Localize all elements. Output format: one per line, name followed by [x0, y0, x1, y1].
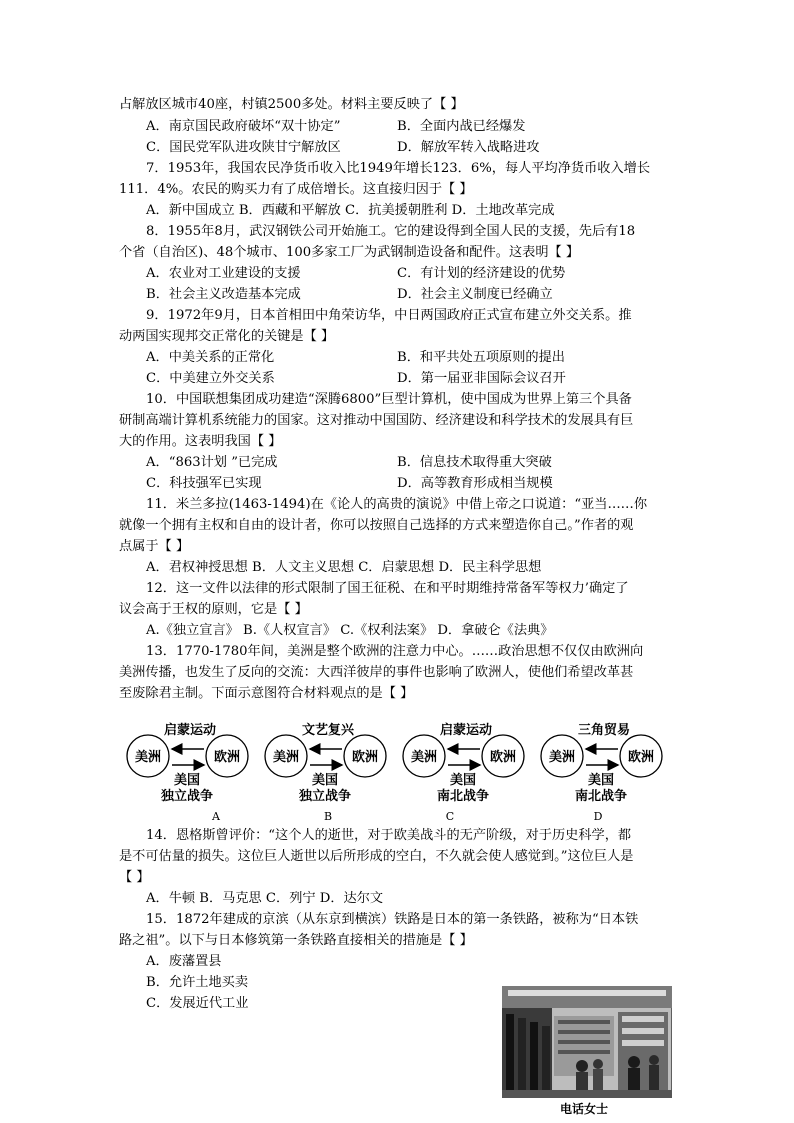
question-14-line-1: 14．恩格斯曾评价：“这个人的逝世，对于欧美战斗的无产阶级，对于历史科学，都: [146, 828, 632, 843]
q9-option-d: D．第一届亚非国际会议召开: [397, 371, 566, 386]
panel-a-top-label: 启蒙运动: [163, 723, 217, 738]
q6-option-c: C．国民党军队进攻陕甘宁解放区: [146, 140, 341, 155]
question-11-line-2: 就像一个拥有主权和自由的设计者，你可以按照自己选择的方式来塑造你自己。”作者的观: [119, 518, 634, 533]
question-8-line-2: 个省（自治区)、48个城市、100多家工厂为武钢制造设备和配件。这表明【 】: [119, 245, 580, 260]
panel-d-top-label: 三角贸易: [577, 723, 631, 738]
question-6-line-end: 占解放区城市40座，村镇2500多处。材料主要反映了【 】: [119, 97, 464, 112]
panel-a-bottom-1: 美国: [173, 773, 201, 788]
question-7-line-1: 7．1953年，我国农民净货币收入比1949年增长123．6%，每人平均净货币收入增长: [146, 161, 651, 176]
panel-a-letter: A: [212, 810, 220, 823]
q15-option-b: B．允许土地买卖: [146, 975, 249, 990]
america-label: 美洲: [134, 750, 162, 765]
q11-options: A．君权神授思想 B．人文主义思想 C．启蒙思想 D．民主科学思想: [146, 560, 542, 575]
question-15-line-1: 15．1872年建成的京滨（从东京到横滨）铁路是日本的第一条铁路，被称为“日本铁: [146, 912, 639, 927]
question-13-line-1: 13．1770-1780年间，美洲是整个欧洲的注意力中心。……政治思想不仅仅由欧洲向: [146, 644, 644, 659]
q8-option-d: D．社会主义制度已经确立: [397, 287, 553, 302]
panel-a-bottom-2: 独立战争: [160, 789, 214, 804]
diagram-panel-c: [403, 722, 524, 823]
panel-b-bottom-2: 独立战争: [298, 789, 352, 804]
question-15-line-2: 路之祖”。以下与日本修筑第一条铁路直接相关的措施是【 】: [119, 933, 473, 948]
diagram-panel-d: [541, 722, 662, 823]
panel-c-letter: C: [445, 810, 455, 823]
q10-option-d: D．高等教育形成相当规模: [397, 476, 553, 491]
panel-c-top-label: 启蒙运动: [439, 723, 493, 738]
q9-option-a: A．中美关系的正常化: [146, 350, 275, 365]
question-10-line-1: 10．中国联想集团成功建造“深腾6800”巨型计算机，使中国成为世界上第三个具备: [146, 392, 632, 407]
panel-b-letter: B: [323, 810, 333, 823]
america-label: 美洲: [410, 750, 438, 765]
europe-label: 欧洲: [213, 750, 241, 765]
america-label: 美洲: [272, 750, 300, 765]
panel-d-letter: D: [593, 810, 603, 823]
question-14-line-2: 是不可估量的损失。这位巨人逝世以后所形成的空白，不久就会使人感觉到。”这位巨人是: [119, 849, 634, 864]
question-11-line-3: 点属于【 】: [119, 539, 190, 554]
q6-option-d: D．解放军转入战略进攻: [397, 140, 540, 155]
question-10-line-3: 大的作用。这表明我国【 】: [119, 434, 282, 449]
europe-label: 欧洲: [489, 750, 517, 765]
q10-option-b: B．信息技术取得重大突破: [397, 455, 552, 470]
panel-d-bottom-2: 南北战争: [574, 789, 628, 804]
panel-b-bottom-1: 美国: [311, 773, 339, 788]
diagram-panel-a: [127, 722, 248, 823]
panel-c-bottom-2: 南北战争: [436, 789, 490, 804]
diagram-panel-b: [265, 722, 386, 823]
q15-option-c: C．发展近代工业: [146, 996, 249, 1011]
q6-option-a: A．南京国民政府破坏“双十协定”: [146, 119, 341, 134]
question-12-line-1: 12．这一文件以法律的形式限制了国王征税、在和平时期维持常备军等权力’确定了: [146, 581, 629, 596]
q15-option-a: A．废藩置县: [146, 954, 222, 969]
question-10-line-2: 研制高端计算机系统能力的国家。这对推动中国国防、经济建设和科学技术的发展具有巨: [119, 413, 634, 428]
question-13-line-3: 至废除君主制。下面示意图符合材料观点的是【 】: [119, 686, 414, 701]
question-13-line-2: 美洲传播，也发生了反向的交流：大西洋彼岸的事件也影响了欧洲人，使他们希望改革甚: [119, 665, 634, 680]
telephone-operators-photo: [502, 986, 672, 1098]
question-12-line-2: 议会高于王权的原则，它是【 】: [119, 602, 308, 617]
question-11-line-1: 11．米兰多拉(1463-1494)在《论人的高贵的演说》中借上帝之口说道：“亚当……你: [146, 497, 648, 512]
q6-option-b: B．全面内战已经爆发: [397, 119, 526, 134]
q10-option-c: C．科技强军已实现: [146, 476, 262, 491]
q14-options: A．牛顿 B．马克思 C．列宁 D．达尔文: [146, 891, 384, 906]
question-9-line-2: 动两国实现邦交正常化的关键是【 】: [119, 329, 335, 344]
q9-option-b: B．和平共处五项原则的提出: [397, 350, 565, 365]
q8-option-b: B．社会主义改造基本完成: [146, 287, 301, 302]
q8-option-c: C．有计划的经济建设的优势: [397, 266, 566, 281]
photo-caption: 电话女士: [560, 1102, 609, 1116]
question-14-line-3: 【 】: [119, 870, 150, 885]
q7-options: A．新中国成立 B．西藏和平解放 C．抗美援朝胜利 D．土地改革完成: [146, 203, 555, 218]
america-label: 美洲: [548, 750, 576, 765]
panel-c-bottom-1: 美国: [449, 773, 477, 788]
q8-option-a: A．农业对工业建设的支援: [146, 266, 301, 281]
question-8-line-1: 8．1955年8月，武汉钢铁公司开始施工。它的建设得到全国人民的支援，先后有18: [146, 224, 636, 239]
q12-options: A.《独立宣言》 B.《人权宣言》 C.《权利法案》 D．拿破仑《法典》: [146, 623, 554, 638]
europe-label: 欧洲: [627, 750, 655, 765]
europe-label: 欧洲: [351, 750, 379, 765]
question-7-line-2: 111．4%。农民的购买力有了成倍增长。这直接归因于【 】: [119, 182, 473, 197]
q13-diagram: [118, 716, 678, 826]
q9-option-c: C．中美建立外交关系: [146, 371, 275, 386]
q10-option-a: A．“863计划 ”已完成: [146, 455, 278, 470]
question-9-line-1: 9．1972年9月，日本首相田中角荣访华，中日两国政府正式宣布建立外交关系。推: [146, 308, 632, 323]
panel-d-bottom-1: 美国: [587, 773, 615, 788]
panel-b-top-label: 文艺复兴: [301, 723, 355, 738]
